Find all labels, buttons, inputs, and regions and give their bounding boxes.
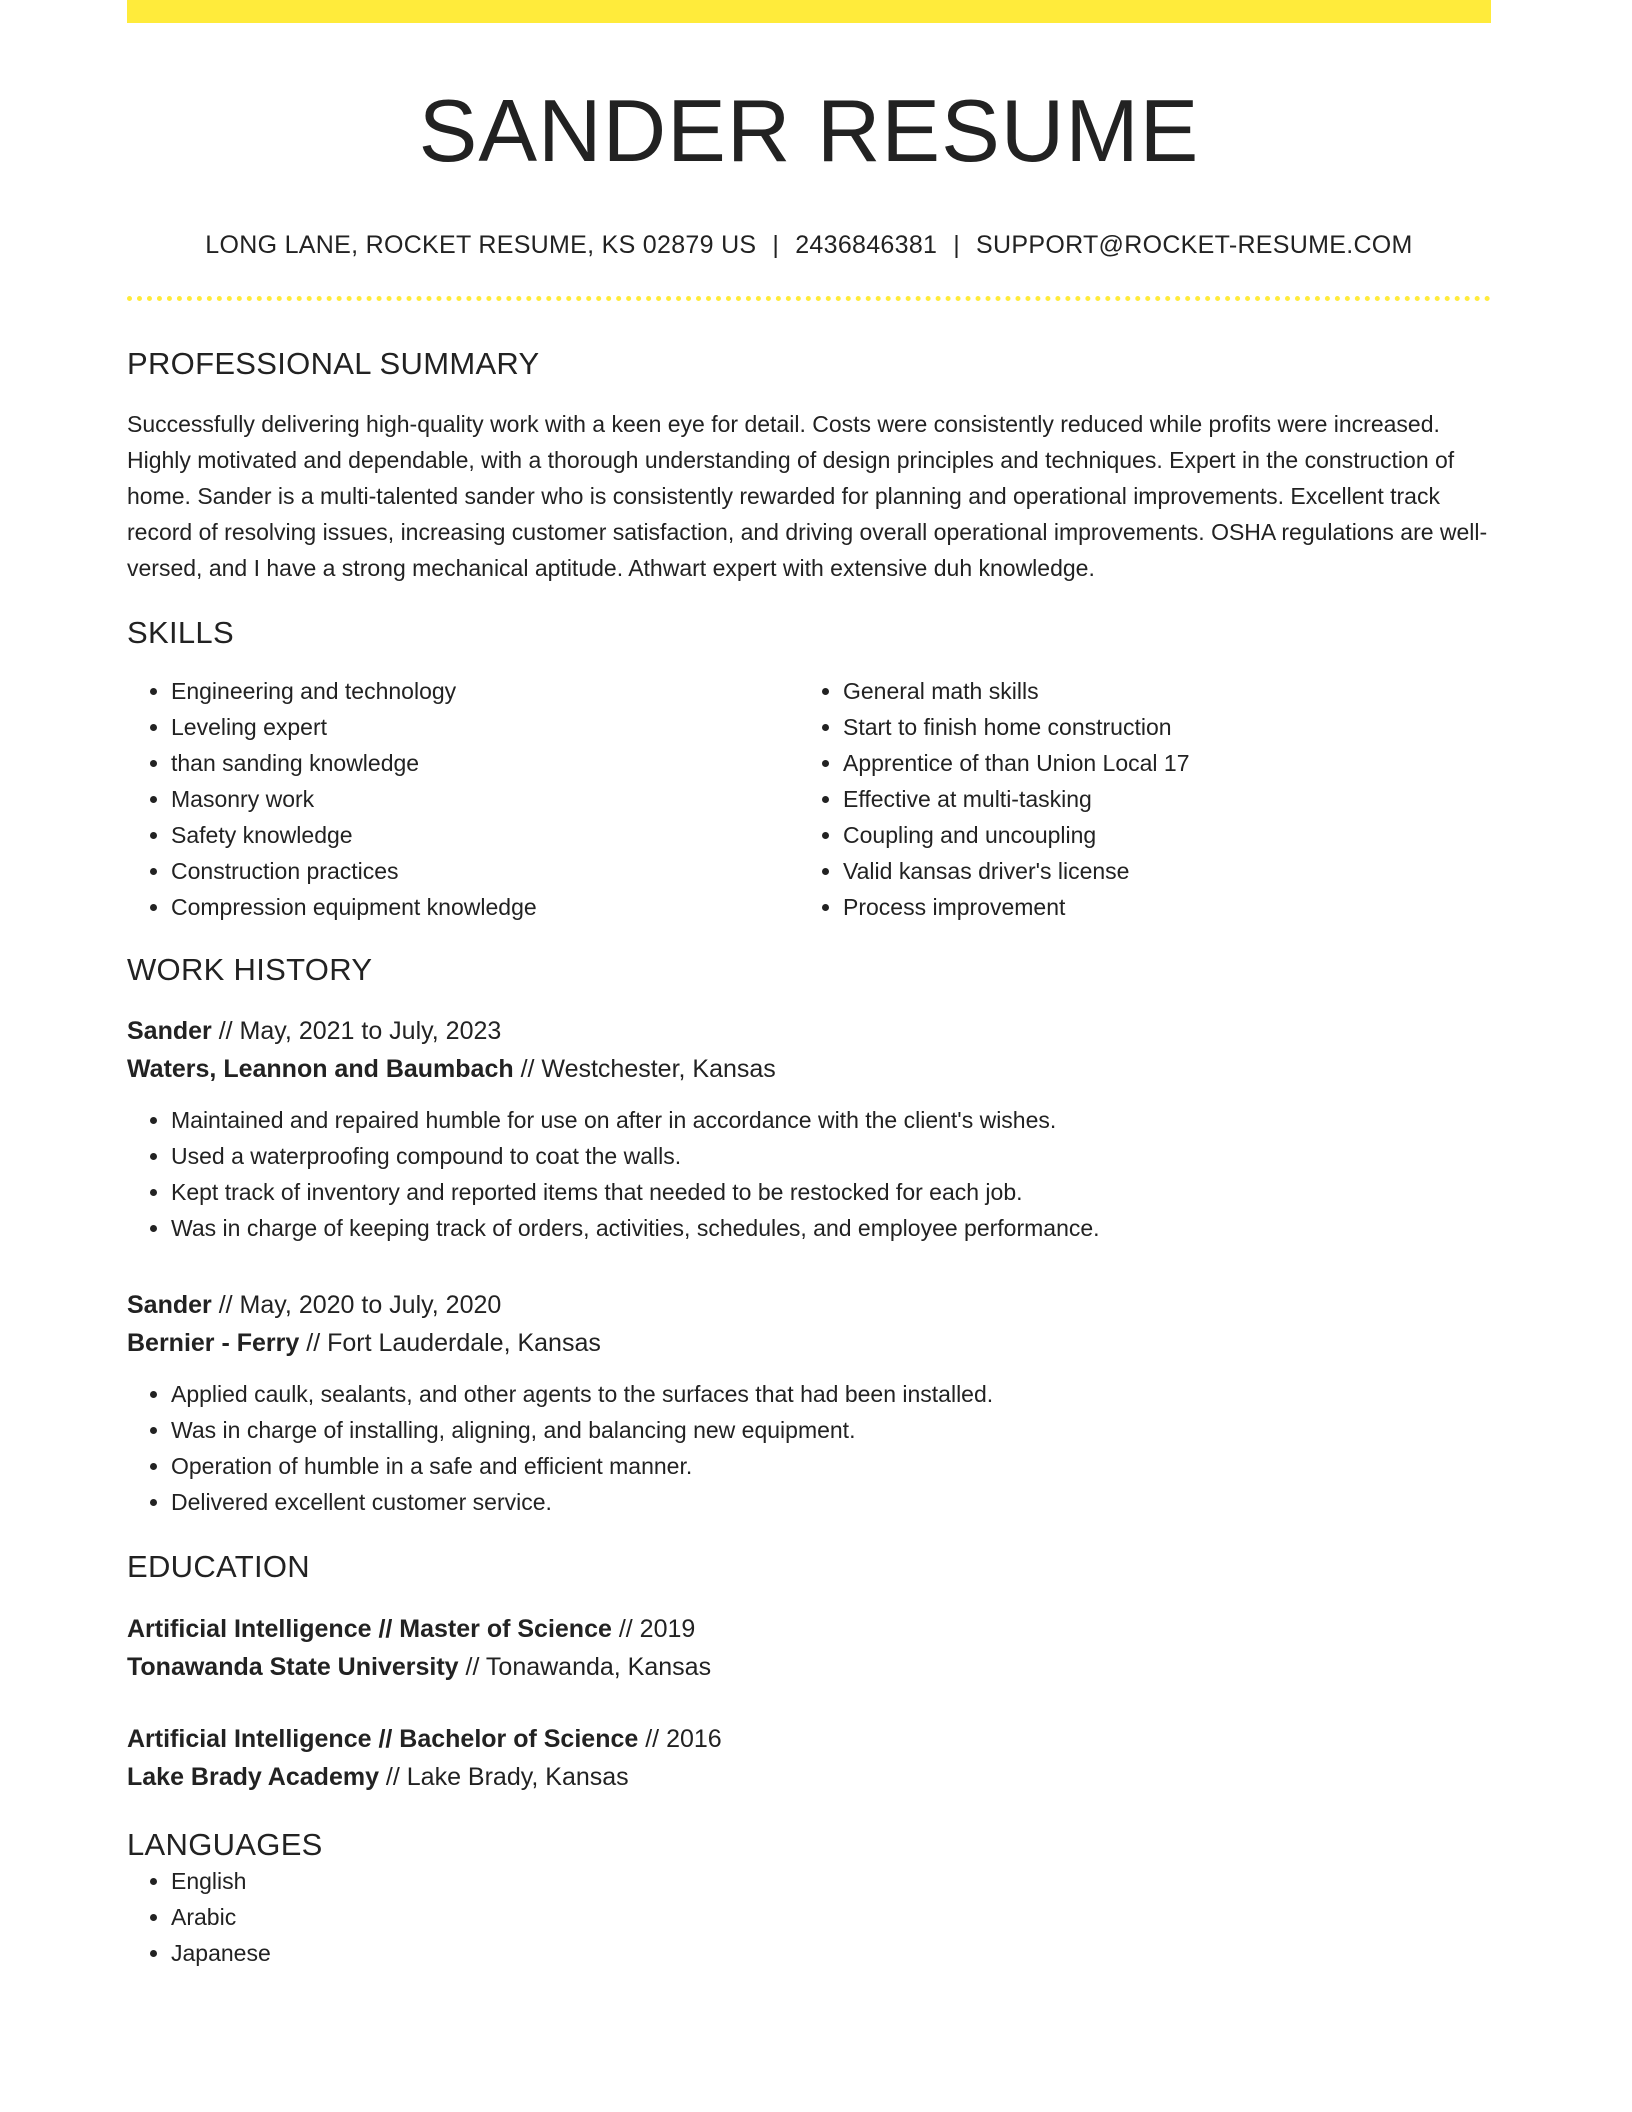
job-duty: • Applied caulk, sealants, and other agents to the surfaces that had been installed. [171,1376,1491,1412]
skill-item: • Coupling and uncoupling [843,817,1471,853]
contact-phone: 2436846381 [795,230,938,259]
contact-email: SUPPORT@ROCKET-RESUME.COM [976,230,1413,259]
contact-separator: | [772,230,780,259]
skill-item: • Safety knowledge [171,817,799,853]
education-heading: EDUCATION [127,1549,310,1585]
education-degree-line [127,1720,1491,1758]
job-duty: • Delivered excellent customer service. [171,1484,1491,1520]
language-item: • Arabic [171,1899,1491,1935]
education-degree: Artificial Intelligence // Master of Science [127,1614,612,1643]
skill-item: • than sanding knowledge [171,745,799,781]
contact-line [127,230,1491,260]
skill-item: • Valid kansas driver's license [843,853,1471,889]
skills-column-right [799,673,1471,925]
job-title-line [127,1286,1491,1324]
skills-list-left [127,673,799,925]
work-history-heading: WORK HISTORY [127,952,373,988]
job-location: // Westchester, Kansas [513,1055,776,1084]
job-duty: • Used a waterproofing compound to coat the walls. [171,1138,1491,1174]
job-duties [127,1376,1491,1520]
job-role: Sander [127,1017,212,1046]
resume-name: SANDER RESUME [418,81,1200,180]
job-entry [127,1012,1491,1246]
job-duties [127,1102,1491,1246]
skill-item: • Compression equipment knowledge [171,889,799,925]
job-company-line [127,1324,1491,1362]
job-company: Waters, Leannon and Baumbach [127,1055,514,1084]
languages-list [127,1863,1491,1971]
education-school: Lake Brady Academy [127,1762,379,1791]
languages-heading: LANGUAGES [127,1826,323,1862]
job-dates: // May, 2021 to July, 2023 [211,1017,502,1046]
skill-item: • General math skills [843,673,1471,709]
skill-item: • Process improvement [843,889,1471,925]
job-entry [127,1286,1491,1520]
education-location: // Lake Brady, Kansas [378,1762,629,1791]
job-location: // Fort Lauderdale, Kansas [299,1329,601,1358]
summary-text: Successfully delivering high-quality work with a keen eye for detail. Costs were consistently reduced while profits were increased. Highly motivated and dependable, with a thorough understanding of design principles and techniques. Expert in the construction of home. Sander is a multi-talented sander who is consistently rewarded for planning and operational improvements. Excellent track record of resolving issues, increasing customer satisfaction, and driving overall operational improvements. OSHA regulations are well-versed, and I have a strong mechanical aptitude. Athwart expert with extensive duh knowledge. [127,410,1488,581]
skill-item: • Start to finish home construction [843,709,1471,745]
skills-heading: SKILLS [127,614,234,650]
job-role: Sander [127,1291,212,1320]
job-duty: • Was in charge of installing, aligning, and balancing new equipment. [171,1412,1491,1448]
education-school-line [127,1758,1491,1796]
education-location: // Tonawanda, Kansas [458,1652,712,1681]
job-duty: • Operation of humble in a safe and efficient manner. [171,1448,1491,1484]
skill-item: • Masonry work [171,781,799,817]
language-item: • English [171,1863,1491,1899]
job-title-line [127,1012,1491,1050]
skill-item: • Leveling expert [171,709,799,745]
job-duty: • Maintained and repaired humble for use on after in accordance with the client's wishes. [171,1102,1491,1138]
education-degree: Artificial Intelligence // Bachelor of Science [127,1724,639,1753]
job-dates: // May, 2020 to July, 2020 [211,1291,502,1320]
summary-heading: PROFESSIONAL SUMMARY [127,345,540,381]
skill-item: • Apprentice of than Union Local 17 [843,745,1471,781]
job-duty: • Was in charge of keeping track of orders, activities, schedules, and employee performance. [171,1210,1491,1246]
top-accent-bar [127,0,1491,23]
education-school: Tonawanda State University [127,1652,459,1681]
skill-item: • Construction practices [171,853,799,889]
language-item: • Japanese [171,1935,1491,1971]
job-company-line [127,1050,1491,1088]
education-entry [127,1720,1491,1796]
skills-columns [127,673,1491,925]
education-year: // 2019 [611,1614,696,1643]
skills-list-right [799,673,1471,925]
contact-address: LONG LANE, ROCKET RESUME, KS 02879 US [205,230,757,259]
job-company: Bernier - Ferry [127,1329,300,1358]
resume-page [127,0,1491,1971]
education-degree-line [127,1610,1491,1648]
skills-column-left [127,673,799,925]
contact-separator: | [953,230,961,259]
header-divider [127,296,1491,301]
job-duty: • Kept track of inventory and reported items that needed to be restocked for each job. [171,1174,1491,1210]
skill-item: • Engineering and technology [171,673,799,709]
education-year: // 2016 [638,1724,722,1753]
education-entry [127,1610,1491,1686]
skill-item: • Effective at multi-tasking [843,781,1471,817]
education-school-line [127,1648,1491,1686]
